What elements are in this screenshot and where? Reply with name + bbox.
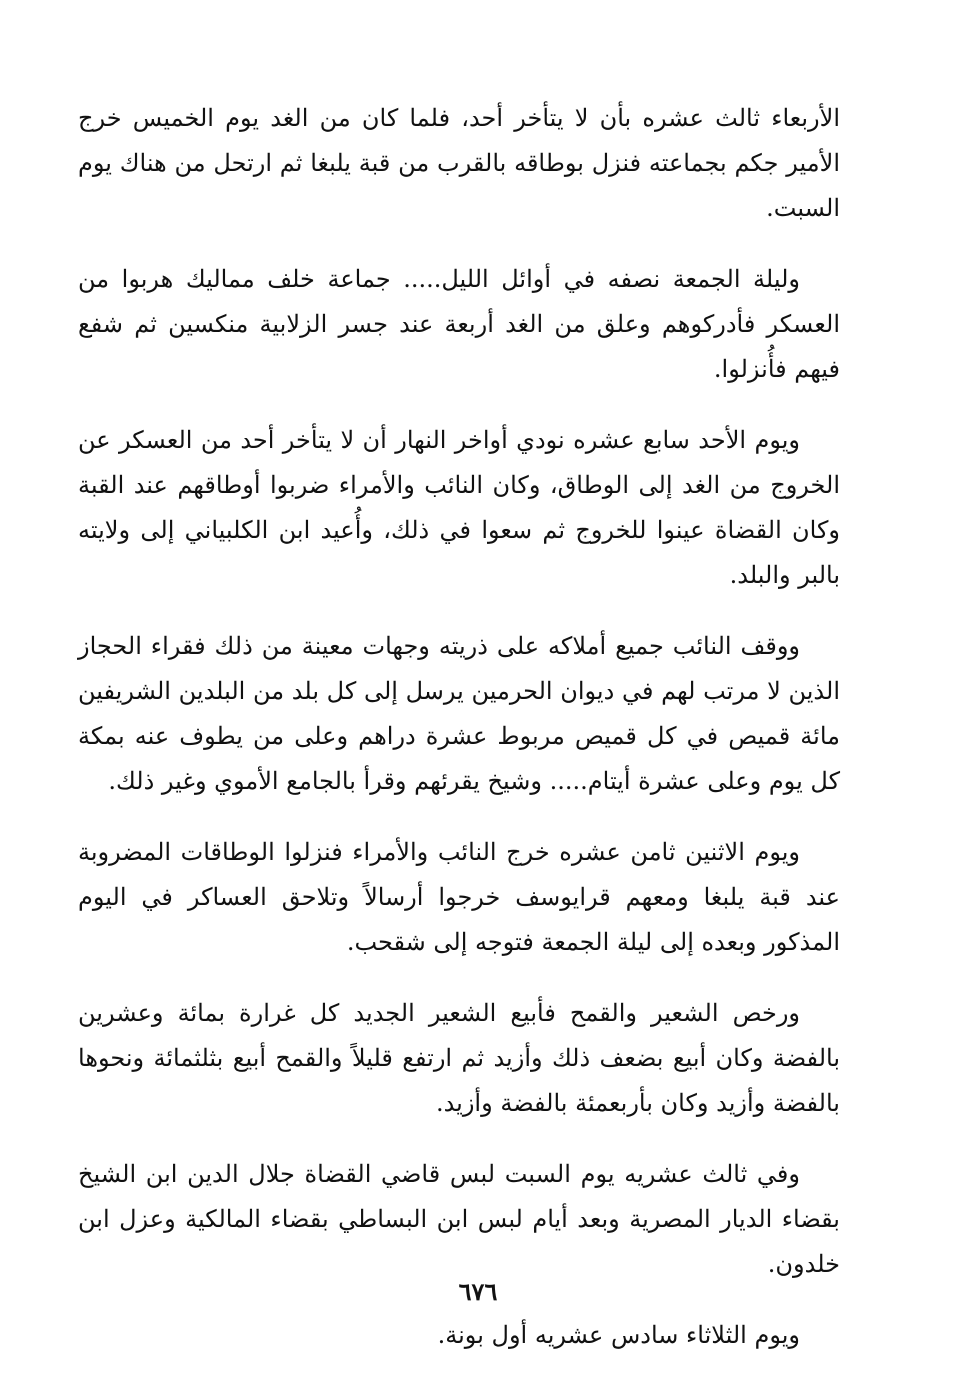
paragraph-1: الأربعاء ثالث عشره بأن لا يتأخر أحد، فلما كان من الغد يوم الخميس خرج الأمير جكم بجماعته فنزل بوطاقه بالقرب من قبة يلبغا ثم ارتحل من هناك يوم السبت. xyxy=(78,104,840,222)
paragraph-3: ويوم الأحد سابع عشره نودي أواخر النهار أن لا يتأخر أحد من العسكر عن الخروج من الغد إلى الوطاق، وكان النائب والأمراء ضربوا أوطاقهم عند القبة وكان القضاة عينوا للخروج ثم سعوا في ذلك، وأُعيد ابن الكلبياني إلى ولايته بالبر والبلد. xyxy=(78,426,840,589)
page-number: ٦٧٦ xyxy=(458,1277,498,1306)
paragraph-5: ويوم الاثنين ثامن عشره خرج النائب والأمراء فنزلوا الوطاقات المضروبة عند قبة يلبغا ومعهم قرايوسف خرجوا أرسالاً وتلاحق العساكر في اليوم المذكور وبعده إلى ليلة الجمعة فتوجه إلى شقحب. xyxy=(78,838,840,956)
paragraph-4: ووقف النائب جميع أملاكه على ذريته وجهات معينة من ذلك فقراء الحجاز الذين لا مرتب لهم في ديوان الحرمين يرسل إلى كل بلد من البلدين الشريفين مائة قميص في كل قميص مربوط عشرة دراهم وعلى من يطوف عنه بمكة كل يوم وعلى عشرة أيتام..... وشيخ يقرئهم وقرأ بالجامع الأموي وغير ذلك. xyxy=(78,632,840,795)
paragraph-7: وفي ثالث عشريه يوم السبت لبس قاضي القضاة جلال الدين ابن الشيخ بقضاء الديار المصرية وبعد أيام لبس ابن البساطي بقضاء المالكية وعزل ابن خلدون. xyxy=(78,1160,840,1278)
paragraph-8: ويوم الثلاثاء سادس عشريه أول بونة. xyxy=(437,1321,800,1349)
paragraph-6: ورخص الشعير والقمح فأبيع الشعير الجديد كل غرارة بمائة وعشرين بالفضة وكان أبيع بضعف ذلك وأزيد ثم ارتفع قليلاً والقمح أبيع بثلثمائة ونحوها بالفضة وأزيد وكان بأربعمئة بالفضة وأزيد. xyxy=(78,999,840,1117)
page-body xyxy=(78,96,840,1358)
paragraph-2: وليلة الجمعة نصفه في أوائل الليل..... جماعة خلف مماليك هربوا من العسكر فأدركوهم وعلق من الغد أربعة عند جسر الزلابية منكسين ثم شفع فيهم فأُنزلوا. xyxy=(78,265,840,383)
